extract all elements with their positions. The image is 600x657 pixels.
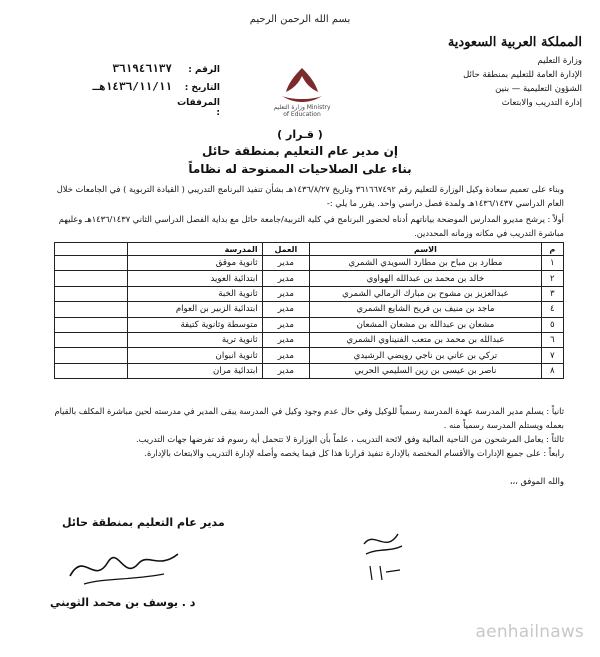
row-num: ٢ <box>541 271 563 286</box>
heading-powers: بناء على الصلاحيات الممنوحة له نظاماً <box>188 162 412 176</box>
row-name: مطارد بن مباح بن مطارد السويدي الشمري <box>310 256 542 271</box>
kingdom-name: المملكة العربية السعودية <box>447 35 582 50</box>
watermark: aenhailnaws <box>475 622 584 642</box>
paragraph-second: ثانياً : يسلم مدير المدرسة عهدة المدرسة رسمياً للوكيل وفي حال عدم وجود وكيل في المدرسة يبقى المدير في مدرسته لحين مباشرة المكلف بالقيام بعمله ويستلم المدرسة رسمياً منه . <box>54 406 564 430</box>
table-row <box>55 286 564 301</box>
table-row <box>55 271 564 286</box>
signatory-name: د . يوسف بن محمد الثويني <box>50 596 196 609</box>
header-name: الاسم <box>310 243 542 256</box>
heading-authority: إن مدير عام التعليم بمنطقة حائل <box>202 144 398 158</box>
paragraph-fourth: رابعاً : على جميع الإدارات والأقسام المختصة بالإدارة تنفيذ قرارنا هذا كل فيما يخصه وأصله لإدارة التدريب والابتعاث بالإدارة. <box>144 448 564 458</box>
row-num: ٣ <box>541 286 563 301</box>
signature-scribble-icon <box>64 540 184 592</box>
header-role: العمل <box>262 243 309 256</box>
row-num: ٦ <box>541 332 563 347</box>
row-extra <box>55 332 128 347</box>
row-school: ثانوية ترية <box>127 332 262 347</box>
handwritten-mark-icon <box>356 524 408 584</box>
dept-name: إدارة التدريب والابتعاث <box>501 98 582 108</box>
row-name: تركي بن عاني بن ناجي رويضي الرشيدي <box>310 348 542 363</box>
table-row <box>55 363 564 378</box>
row-num: ١ <box>541 256 563 271</box>
decision-title: ( قـرار ) <box>277 128 323 141</box>
row-name: ناصر بن عيسى بن رين السليمي الحربي <box>310 363 542 378</box>
row-role: مدير <box>262 256 309 271</box>
table-row <box>55 256 564 271</box>
table-header-row <box>55 243 564 256</box>
row-name: خالد بن محمد بن عبدالله الهواوي <box>310 271 542 286</box>
attach-row <box>40 98 220 116</box>
table-row <box>55 317 564 332</box>
row-role: مدير <box>262 363 309 378</box>
row-num: ٨ <box>541 363 563 378</box>
row-extra <box>55 317 128 332</box>
logo-caption: وزارة التعليم Ministry of Education <box>273 104 331 118</box>
ref-label: الرقم : <box>188 65 220 75</box>
paragraph-first: أولاً : يرشح مديرو المدارس الموضحة بياناتهم أدناه لحضور البرنامج في كلية التربية/جامعة حائل مع بداية الفصل الدراسي الثاني ١٤٣٦/١٤٣٧هـ وعليهم مباشرة التدريب في مكانه وزمانه المحددين. <box>58 214 564 238</box>
row-name: عبدالعزيز بن مشوح بن مبارك الرمالي الشمري <box>310 286 542 301</box>
row-role: مدير <box>262 332 309 347</box>
attach-label: المرفقات : <box>177 98 220 118</box>
ref-value: ٣٦١٩٤٦١٣٧ <box>112 62 172 75</box>
row-name: ماجد بن منيف بن فريح الشايع الشمري <box>310 302 542 317</box>
header-extra <box>55 243 128 256</box>
header-school: المدرسة <box>127 243 262 256</box>
admin-name: الإدارة العامة للتعليم بمنطقة حائل <box>463 70 582 80</box>
table-row <box>55 302 564 317</box>
paragraph-third: ثالثاً : يعامل المرشحون من الناحية المالية وفق لائحة التدريب ، علماً بأن الوزارة لا تتحمل أية رسوم قد تفرضها جهات التدريب. <box>136 434 564 444</box>
affairs-name: الشؤون التعليمية — بنين <box>495 84 582 94</box>
row-extra <box>55 256 128 271</box>
row-role: مدير <box>262 317 309 332</box>
row-name: عبدالله بن محمد بن متعب الفنيناوي الشمري <box>310 332 542 347</box>
row-role: مدير <box>262 271 309 286</box>
row-extra <box>55 271 128 286</box>
row-role: مدير <box>262 302 309 317</box>
row-num: ٥ <box>541 317 563 332</box>
table-row <box>55 332 564 347</box>
row-school: ابتدائية مران <box>127 363 262 378</box>
row-extra <box>55 348 128 363</box>
ref-row <box>40 62 220 80</box>
row-num: ٧ <box>541 348 563 363</box>
header-num: م <box>541 243 563 256</box>
ministry-logo-icon <box>272 62 332 110</box>
signatory-title: مدير عام التعليم بمنطقة حائل <box>62 516 225 529</box>
table-row <box>55 348 564 363</box>
row-school: ثانوية انبوان <box>127 348 262 363</box>
row-role: مدير <box>262 286 309 301</box>
paragraph-preamble: وبناء على تعميم سعادة وكيل الوزارة للتعليم رقم ٣٦١٦٦٧٤٩٢ وتاريخ ١٤٣٦/٨/٢٧هـ بشأن تنفيذ البرنامج التدريبي ( القيادة التربوية ) في الجامعات خلال العام الدراسي ١٤٣٦/١٤٣٧هـ ولمدة فصل دراسي واحد. يقرر ما يلي :- <box>56 184 564 208</box>
row-school: ابتدائية الزبير بن العوام <box>127 302 262 317</box>
row-extra <box>55 286 128 301</box>
row-extra <box>55 302 128 317</box>
ministry-name: وزارة التعليم <box>537 56 582 66</box>
row-name: مشعان بن عبدالله بن مشعان المشعان <box>310 317 542 332</box>
paragraph-closing: والله الموفق ،،، <box>509 476 564 486</box>
row-school: متوسطة وثانوية كتيفة <box>127 317 262 332</box>
row-school: ابتدائية العويد <box>127 271 262 286</box>
row-num: ٤ <box>541 302 563 317</box>
letterhead-right <box>382 34 582 110</box>
row-role: مدير <box>262 348 309 363</box>
date-value: ١٤٣٦/١١/١١هـ <box>92 80 172 93</box>
row-extra <box>55 363 128 378</box>
basmala: بسم الله الرحمن الرحيم <box>249 14 351 25</box>
row-school: ثانوية الخبة <box>127 286 262 301</box>
date-label: التاريخ : <box>184 83 220 93</box>
row-school: ثانوية موقق <box>127 256 262 271</box>
reference-block <box>40 62 220 116</box>
date-row <box>40 80 220 98</box>
nominees-table <box>54 242 564 379</box>
